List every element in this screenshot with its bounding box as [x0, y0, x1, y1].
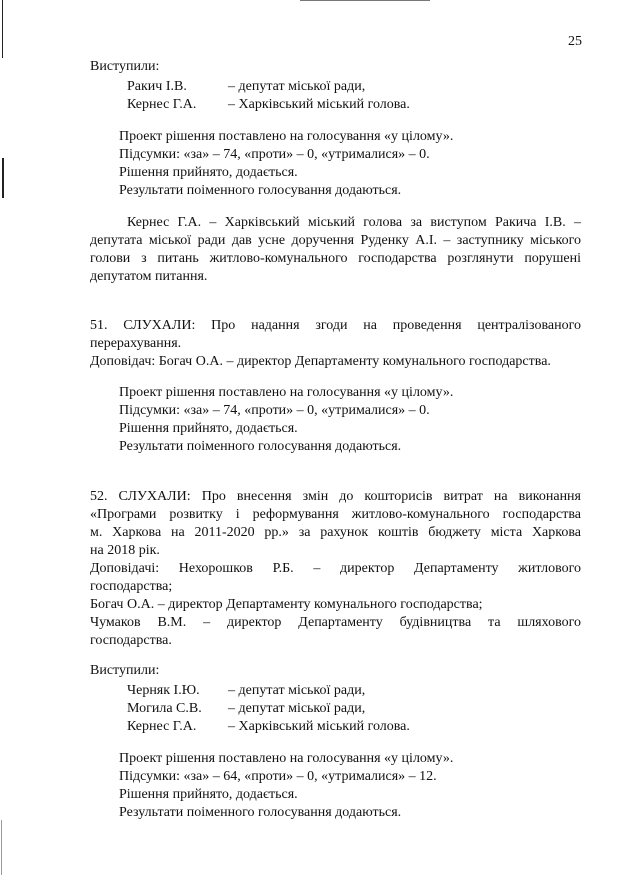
paragraph-line: депутатом питання. — [90, 269, 208, 284]
vote-line: Результати поіменного голосування додаються. — [119, 805, 402, 820]
reporter-line: Чумаков В.М. – директор Департаменту будівництва та шляхового — [90, 615, 581, 630]
agenda-item-title: на 2018 рік. — [90, 543, 160, 558]
agenda-item-title: 52. СЛУХАЛИ: Про внесення змін до кошторисів витрат на виконання — [90, 489, 581, 504]
reporter-line: Доповідач: Богач О.А. – директор Департаменту комунального господарства. — [90, 354, 551, 369]
vote-line: Проект рішення поставлено на голосування «у цілому». — [119, 129, 454, 144]
paragraph-line: Кернес Г.А. – Харківський міський голова за виступом Ракича І.В. – — [127, 215, 581, 230]
agenda-item-title: «Програми розвитку і реформування житлово-комунального господарства — [90, 507, 581, 522]
reporter-line: господарства. — [90, 633, 172, 648]
speaker-role: – депутат міської ради, — [228, 79, 366, 94]
speakers-heading: Виступили: — [90, 59, 160, 74]
speaker-name: Ракич І.В. — [127, 79, 187, 94]
speakers-heading: Виступили: — [90, 663, 160, 678]
scan-left-edge-mark — [1, 820, 2, 875]
vote-line: Рішення прийнято, додається. — [119, 165, 298, 180]
reporter-line: Богач О.А. – директор Департаменту комунального господарства; — [90, 597, 483, 612]
agenda-item-title: м. Харкова на 2011-2020 рр.» за рахунок коштів бюджету міста Харкова — [90, 525, 581, 540]
vote-line: Підсумки: «за» – 74, «проти» – 0, «утрималися» – 0. — [119, 403, 430, 418]
speaker-role: – Харківський міський голова. — [228, 97, 410, 112]
agenda-item-title: перерахування. — [90, 336, 182, 351]
vote-line: Результати поіменного голосування додаються. — [119, 439, 402, 454]
speaker-name: Черняк І.Ю. — [127, 683, 200, 698]
vote-line: Результати поіменного голосування додаються. — [119, 183, 402, 198]
reporter-line: господарства; — [90, 579, 173, 594]
vote-line: Проект рішення поставлено на голосування «у цілому». — [119, 385, 454, 400]
speaker-name: Кернес Г.А. — [127, 97, 197, 112]
scan-left-edge-mark — [2, 158, 4, 198]
vote-line: Проект рішення поставлено на голосування «у цілому». — [119, 751, 454, 766]
scan-left-edge-mark — [2, 0, 3, 58]
vote-line: Підсумки: «за» – 74, «проти» – 0, «утрималися» – 0. — [119, 147, 430, 162]
page-number: 25 — [568, 34, 582, 49]
vote-line: Підсумки: «за» – 64, «проти» – 0, «утрималися» – 12. — [119, 769, 437, 784]
speaker-role: – Харківський міський голова. — [228, 719, 410, 734]
paragraph-line: депутата міської ради дав усне доручення Руденку А.І. – заступнику міського — [90, 233, 581, 248]
vote-line: Рішення прийнято, додається. — [119, 421, 298, 436]
speaker-name: Могила С.В. — [127, 701, 202, 716]
speaker-role: – депутат міської ради, — [228, 701, 366, 716]
agenda-item-title: 51. СЛУХАЛИ: Про надання згоди на проведення централізованого — [90, 318, 581, 333]
vote-line: Рішення прийнято, додається. — [119, 787, 298, 802]
paragraph-line: голови з питань житлово-комунального господарства розглянути порушені — [90, 251, 581, 266]
scan-top-edge — [300, 0, 430, 1]
speaker-name: Кернес Г.А. — [127, 719, 197, 734]
speaker-role: – депутат міської ради, — [228, 683, 366, 698]
reporter-line: Доповідачі: Нехорошков Р.Б. – директор Департаменту житлового — [90, 561, 581, 576]
